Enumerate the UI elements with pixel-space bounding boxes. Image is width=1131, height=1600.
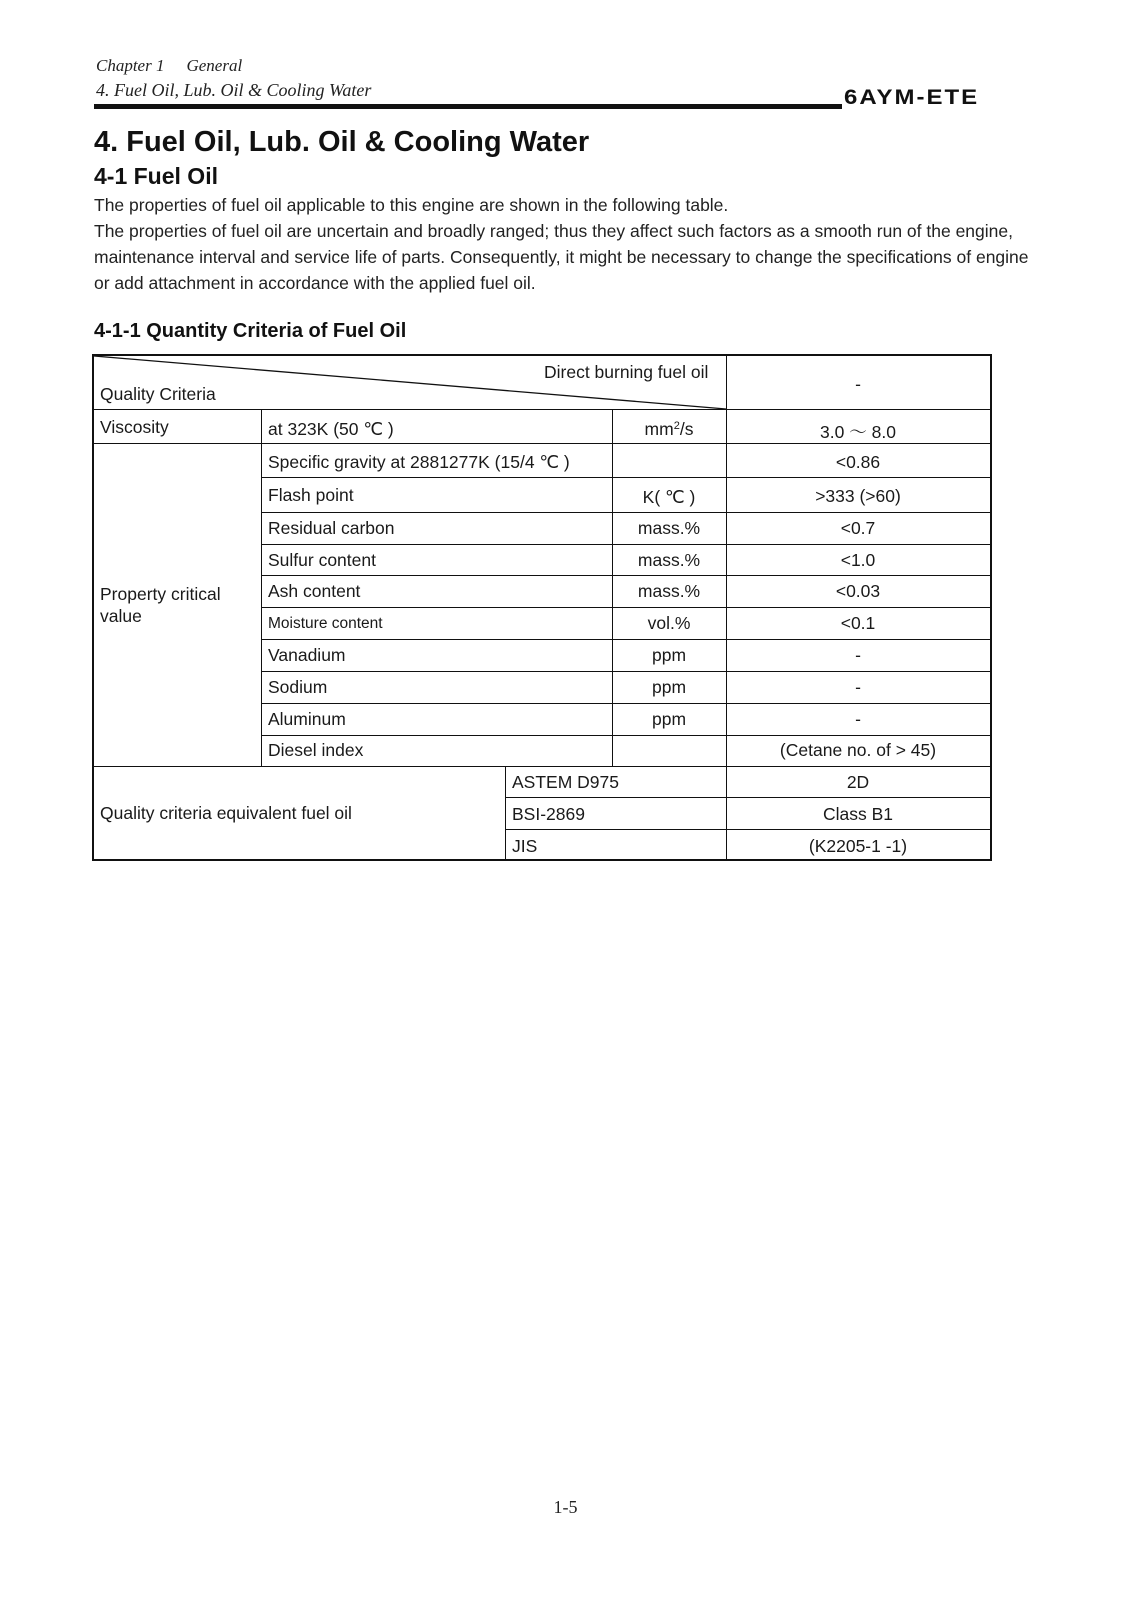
property-name: Sulfur content [268,550,376,570]
viscosity-unit: $mm^2/s$ [644,419,694,439]
property-value: (Cetane no. of > 45) [779,740,937,760]
viscosity-condition: at 323K (50 ℃ ) [268,419,394,439]
property-name: Moisture content [268,615,383,632]
table-rule [261,735,990,736]
standard-name: BSI-2869 [512,804,585,824]
property-value: >333 (>60) [815,486,901,506]
paragraph-properties: The properties of fuel oil are uncertain and broadly ranged; thus they affect such factors as a smooth run of the engine, maintenance interval and service life of parts. Consequently, it might be necessary to change the specifications of engine or add attachment in accordance with the applied fuel oil. [94,221,1029,293]
property-name: Specific gravity at 2881277K (15/4 ℃ ) [268,452,570,472]
paragraph-intro: The properties of fuel oil applicable to this engine are shown in the following table. [94,195,729,215]
table-rule [261,575,990,576]
table-rule [261,409,262,766]
table-rule [261,512,990,513]
property-value: - [855,677,861,697]
standard-name: JIS [512,836,538,856]
property-value: <0.03 [835,581,881,601]
property-unit: mass.% [637,518,701,538]
chapter-number: Chapter 1 [96,56,165,75]
header-value: - [855,374,861,394]
property-name: Flash point [268,485,354,505]
equivalent-label: Quality criteria equivalent fuel oil [100,803,352,823]
table-rule [726,356,727,861]
table-rule [261,607,990,608]
standard-value: (K2205-1 -1) [808,836,908,856]
table-rule [612,409,613,766]
section-title: 4-1 Fuel Oil [94,163,218,189]
property-unit: vol.% [647,613,691,633]
property-unit: mass.% [637,581,701,601]
page-title: 4. Fuel Oil, Lub. Oil & Cooling Water [94,126,590,158]
chapter-title: General [186,56,243,75]
header-column-label: Direct burning fuel oil [544,362,709,382]
standard-value: 2D [846,772,870,792]
property-name: Diesel index [268,740,364,760]
table-rule [94,409,990,410]
property-name: Ash content [268,581,361,601]
table-rule [261,703,990,704]
table-rule [261,544,990,545]
property-name: Sodium [268,677,328,697]
subsection-title: 4-1-1 Quantity Criteria of Fuel Oil [94,320,407,342]
table-rule [261,639,990,640]
table-rule [505,797,990,798]
table-rule [505,766,506,861]
property-value: - [855,709,861,729]
running-header-chapter [96,56,242,76]
standard-value: Class B1 [822,804,894,824]
model-name: 6AYM-ETE [844,85,980,110]
header-rule [94,104,842,109]
property-value: - [855,645,861,665]
property-group-label: Property critical value [100,584,221,626]
viscosity-value: 3.0 ～ 8.0 [820,422,896,442]
header-row-label: Quality Criteria [100,384,216,404]
property-name: Residual carbon [268,518,395,538]
property-unit: ppm [651,645,687,665]
property-value: <0.1 [840,613,876,633]
property-name: Vanadium [268,645,346,665]
property-name: Aluminum [268,709,346,729]
property-unit: mass.% [637,550,701,570]
property-unit: ppm [651,677,687,697]
standard-name: ASTEM D975 [512,772,619,792]
property-value: <1.0 [840,550,876,570]
property-unit: K( ℃ ) [642,487,696,507]
page-number: 1-5 [553,1497,578,1517]
viscosity-label: Viscosity [100,417,169,437]
running-header-section: 4. Fuel Oil, Lub. Oil & Cooling Water [96,80,372,100]
table-rule [94,766,990,767]
property-unit: ppm [651,709,687,729]
table-rule [261,671,990,672]
fuel-oil-criteria-table [92,354,992,861]
table-rule [505,829,990,830]
property-value: <0.86 [835,452,881,472]
property-value: <0.7 [840,518,876,538]
table-rule [261,477,990,478]
